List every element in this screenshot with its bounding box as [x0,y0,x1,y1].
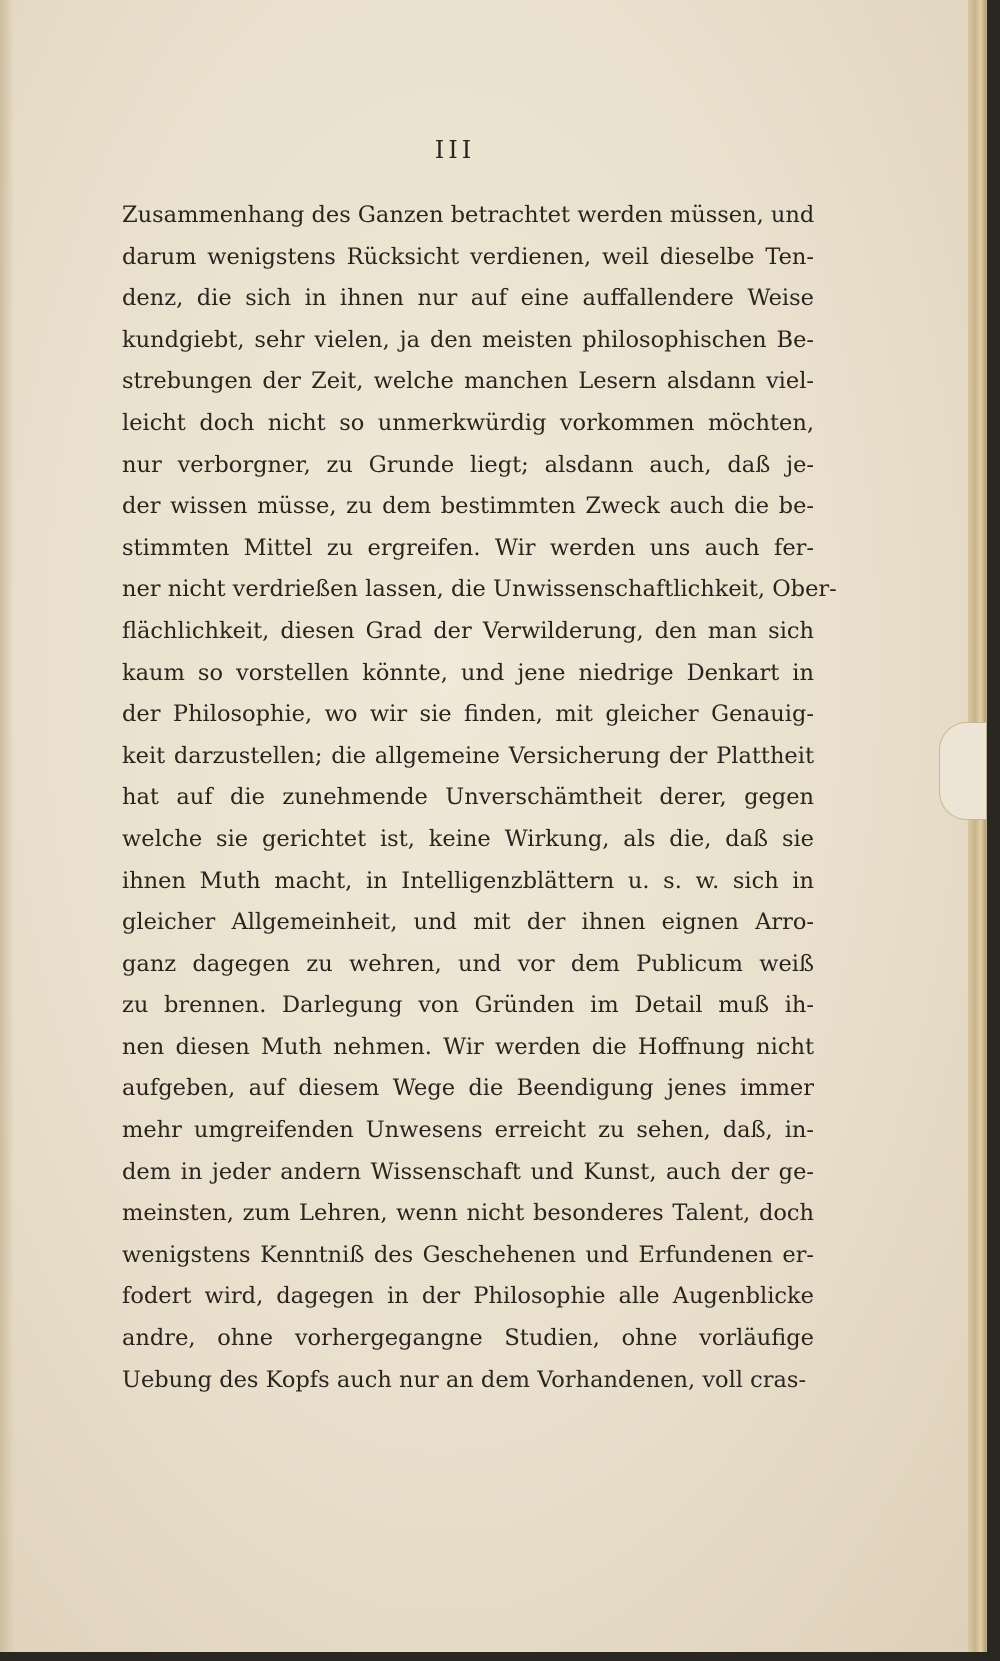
text-line: ihnen Muth macht, in Intelligenzblättern u. s. w. sich in [122,867,814,894]
text-line: mehr umgreifenden Unwesens erreicht zu sehen, daß, in- [122,1117,814,1144]
text-line: darum wenigstens Rücksicht verdienen, weil dieselbe Ten- [122,243,814,270]
page-number: III [434,136,476,164]
text-line: stimmten Mittel zu ergreifen. Wir werden uns auch fer- [122,534,814,561]
page-tab-mark [939,722,986,820]
text-line: der Philosophie, wo wir sie finden, mit gleicher Genauig- [122,701,814,728]
page-gutter-shadow [0,0,14,1652]
text-line: meinsten, zum Lehren, wenn nicht besonderes Talent, doch [122,1200,814,1227]
text-line: hat auf die zunehmende Unverschämtheit derer, gegen [122,784,814,811]
text-line: wenigstens Kenntniß des Geschehenen und Erfundenen er- [122,1241,814,1268]
text-line: keit darzustellen; die allgemeine Versicherung der Plattheit [122,742,814,769]
text-line: flächlichkeit, diesen Grad der Verwilderung, den man sich [122,617,814,644]
text-line: der wissen müsse, zu dem bestimmten Zweck auch die be- [122,493,814,520]
text-line: nur verborgner, zu Grunde liegt; alsdann auch, daß je- [122,451,814,478]
body-text [122,195,837,1401]
text-line: gleicher Allgemeinheit, und mit der ihnen eignen Arro- [122,909,814,936]
text-line: leicht doch nicht so unmerkwürdig vorkommen möchten, [122,409,814,436]
text-line: Uebung des Kopfs auch nur an dem Vorhandenen, voll cras- [122,1366,807,1393]
text-line: nen diesen Muth nehmen. Wir werden die Hoffnung nicht [122,1033,814,1060]
text-line: kundgiebt, sehr vielen, ja den meisten philosophischen Be- [122,326,814,353]
text-line: kaum so vorstellen könnte, und jene niedrige Denkart in [122,659,814,686]
text-line: welche sie gerichtet ist, keine Wirkung, als die, daß sie [122,825,814,852]
text-line: aufgeben, auf diesem Wege die Beendigung jenes immer [122,1075,814,1102]
text-line: denz, die sich in ihnen nur auf eine auffallendere Weise [122,285,814,312]
text-line: ner nicht verdrießen lassen, die Unwissenschaftlichkeit, Ober- [122,576,837,603]
text-line: Zusammenhang des Ganzen betrachtet werden müssen, und [122,202,815,228]
text-line: andre, ohne vorhergegangne Studien, ohne vorläufige [122,1325,814,1352]
text-line: ganz dagegen zu wehren, und vor dem Publicum weiß [122,950,814,977]
text-line: dem in jeder andern Wissenschaft und Kunst, auch der ge- [122,1158,814,1185]
text-line: fodert wird, dagegen in der Philosophie alle Augenblicke [122,1283,814,1310]
text-line: strebungen der Zeit, welche manchen Lesern alsdann viel- [122,368,814,395]
page-edge [968,0,986,1652]
text-line: zu brennen. Darlegung von Gründen im Detail muß ih- [122,992,814,1019]
